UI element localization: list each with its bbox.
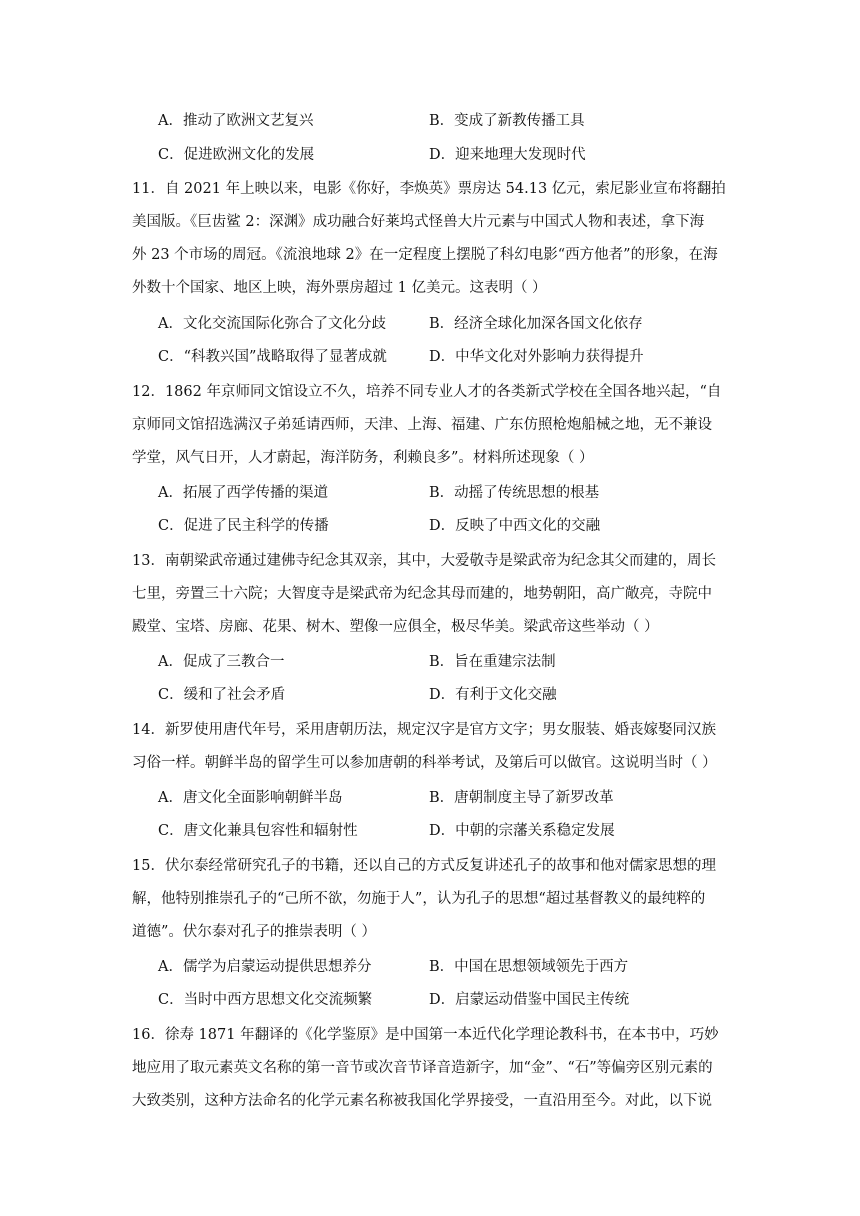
q13-stem-line-2: 七里，旁置三十六院；大智度寺是梁武帝为纪念其母而建的，地势朝阳，高广敞亮，寺院中 [132,586,712,602]
q11-stem-line-4: 外数十个国家、地区上映，海外票房超过 1 亿美元。这表明（ ） [132,280,547,296]
q14-option-c[interactable]: C．唐文化兼具包容性和辐射性 [158,823,358,839]
q14-option-b[interactable]: B．唐朝制度主导了新罗改革 [429,790,614,806]
q14-stem-line-2: 习俗一样。朝鲜半岛的留学生可以参加唐朝的科举考试，及第后可以做官。这说明当时（ ） [132,755,717,771]
q12-stem-line-2: 京师同文馆招选满汉子弟延请西师，天津、上海、福建、广东仿照枪炮船械之地，无不兼设 [132,417,712,433]
q11-stem-line-1: 11．自 2021 年上映以来，电影《你好，李焕英》票房达 54.13 亿元，索尼影业宣布将翻拍 [132,181,726,197]
q11-option-d[interactable]: D．中华文化对外影响力获得提升 [429,349,644,365]
q15-option-d[interactable]: D．启蒙运动借鉴中国民主传统 [429,992,630,1008]
q10-option-c[interactable]: C．促进欧洲文化的发展 [158,147,315,163]
q13-option-a[interactable]: A．促成了三教合一 [158,654,285,670]
q16-stem-line-3: 大致类别，这种方法命名的化学元素名称被我国化学界接受，一直沿用至今。对此，以下说 [132,1093,712,1109]
q13-stem-line-1: 13．南朝梁武帝通过建佛寺纪念其双亲，其中，大爱敬寺是梁武帝为纪念其父而建的，周长 [132,553,716,569]
q13-option-b[interactable]: B．旨在重建宗法制 [429,654,556,670]
q13-stem-line-3: 殿堂、宝塔、房廊、花果、树木、塑像一应俱全，极尽华美。梁武帝这些举动（ ） [132,619,659,635]
q15-stem-line-3: 道德”。伏尔泰对孔子的推崇表明（ ） [132,924,377,940]
q14-option-d[interactable]: D．中朝的宗藩关系稳定发展 [429,823,615,839]
q10-option-a[interactable]: A．推动了欧洲文艺复兴 [158,113,314,129]
q15-stem-line-2: 解，他特别推崇孔子的“己所不欲，勿施于人”，认为孔子的思想“超过基督教义的最纯粹的 [132,891,706,907]
q11-stem-line-2: 美国版。《巨齿鲨 2：深渊》成功融合好莱坞式怪兽大片元素与中国式人物和表述，拿下海 [132,214,705,230]
q14-stem-line-1: 14．新罗使用唐代年号，采用唐朝历法，规定汉字是官方文字；男女服装、婚丧嫁娶同汉族 [132,722,716,738]
q12-option-c[interactable]: C．促进了民主科学的传播 [158,518,329,534]
q10-option-d[interactable]: D．迎来地理大发现时代 [429,147,586,163]
q11-option-b[interactable]: B．经济全球化加深各国文化依存 [429,316,643,332]
q11-option-a[interactable]: A．文化交流国际化弥合了文化分歧 [158,316,386,332]
q15-option-a[interactable]: A．儒学为启蒙运动提供思想养分 [158,959,372,975]
q12-stem-line-3: 学堂，风气日开，人才蔚起，海洋防务，利赖良多”。材料所述现象（ ） [132,450,594,466]
q11-option-c[interactable]: C．“科教兴国”战略取得了显著成就 [158,349,387,365]
q14-option-a[interactable]: A．唐文化全面影响朝鲜半岛 [158,790,343,806]
q16-stem-line-2: 地应用了取元素英文名称的第一音节或次音节译音造新字，加“金”、“石”等偏旁区别元素的 [132,1060,713,1076]
q13-option-c[interactable]: C．缓和了社会矛盾 [158,687,286,703]
q12-option-d[interactable]: D．反映了中西文化的交融 [429,518,601,534]
q11-stem-line-3: 外 23 个市场的周冠。《流浪地球 2》在一定程度上摆脱了科幻电影“西方他者”的形象，在海 [132,247,718,263]
q15-option-b[interactable]: B．中国在思想领域领先于西方 [429,959,629,975]
q12-option-a[interactable]: A．拓展了西学传播的渠道 [158,485,328,501]
q12-option-b[interactable]: B．动摇了传统思想的根基 [429,485,600,501]
q15-stem-line-1: 15．伏尔泰经常研究孔子的书籍，还以自己的方式反复讲述孔子的故事和他对儒家思想的理 [132,858,716,874]
q13-option-d[interactable]: D．有利于文化交融 [429,687,557,703]
q15-option-c[interactable]: C．当时中西方思想文化交流频繁 [158,992,373,1008]
q12-stem-line-1: 12．1862 年京师同文馆设立不久，培养不同专业人才的各类新式学校在全国各地兴起，“自 [132,384,722,400]
q16-stem-line-1: 16．徐寿 1871 年翻译的《化学鉴原》是中国第一本近代化学理论教科书，在本书中，巧妙 [132,1027,719,1043]
q10-option-b[interactable]: B．变成了新教传播工具 [429,113,585,129]
